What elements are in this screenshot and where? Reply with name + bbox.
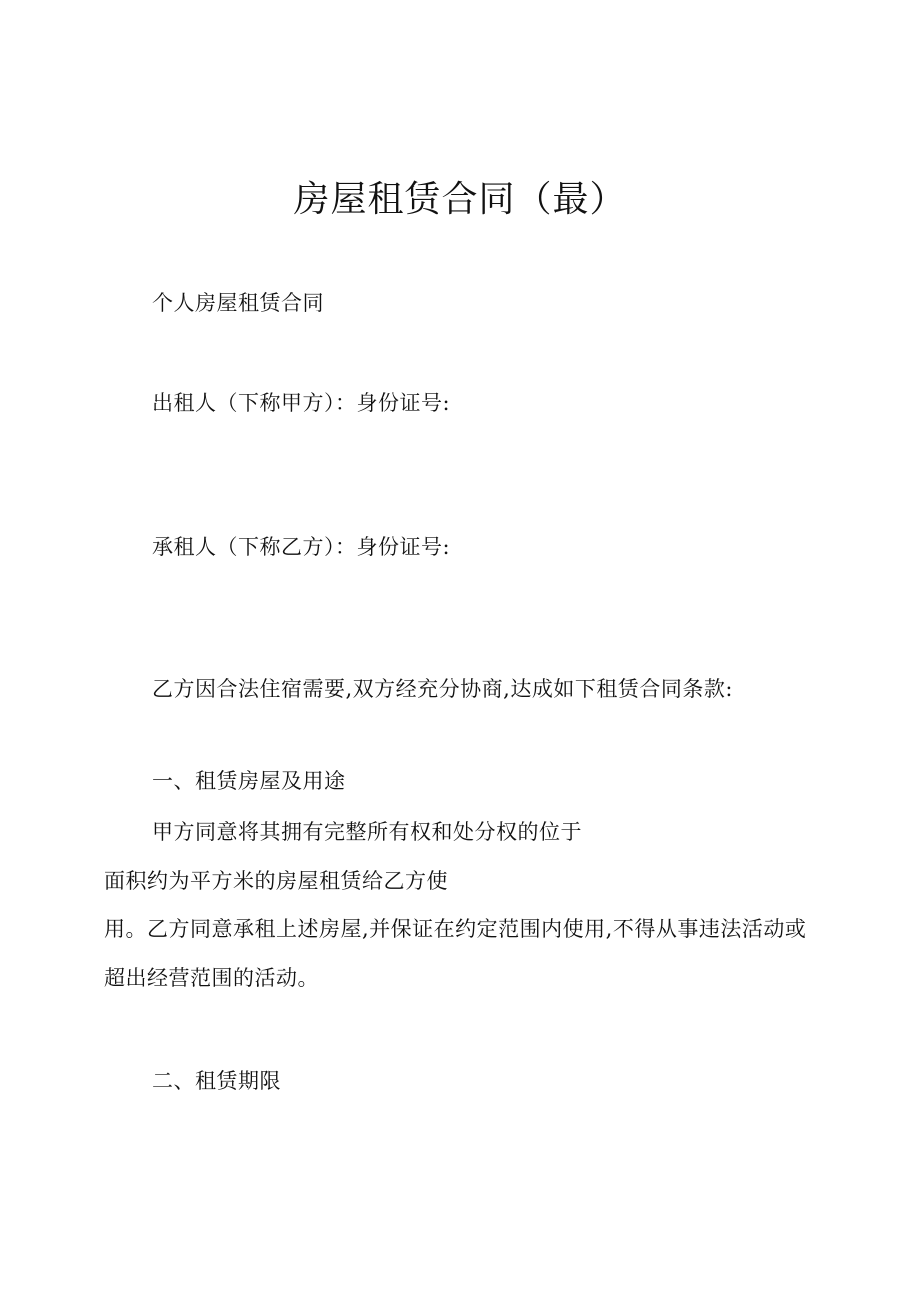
lessor-line: 出租人（下称甲方）：身份证号: <box>152 391 451 415</box>
section1-line: 甲方同意将其拥有完整所有权和处分权的位于 <box>152 820 582 844</box>
lessee-line: 承租人（下称乙方）：身份证号: <box>152 535 451 559</box>
section1-line: 用。乙方同意承租上述房屋,并保证在约定范围内使用,不得从事违法活动或 <box>104 917 807 941</box>
section2-heading: 二、租赁期限 <box>152 1069 281 1093</box>
preamble-paragraph: 乙方因合法住宿需要,双方经充分协商,达成如下租赁合同条款: <box>152 677 733 701</box>
section1-line: 面积约为平方米的房屋租赁给乙方使 <box>104 869 448 893</box>
section1-heading: 一、租赁房屋及用途 <box>152 769 346 793</box>
document-title: 房屋租赁合同（最） <box>293 179 627 220</box>
contract-subtitle: 个人房屋租赁合同 <box>152 291 324 315</box>
section1-line: 超出经营范围的活动。 <box>104 966 319 990</box>
